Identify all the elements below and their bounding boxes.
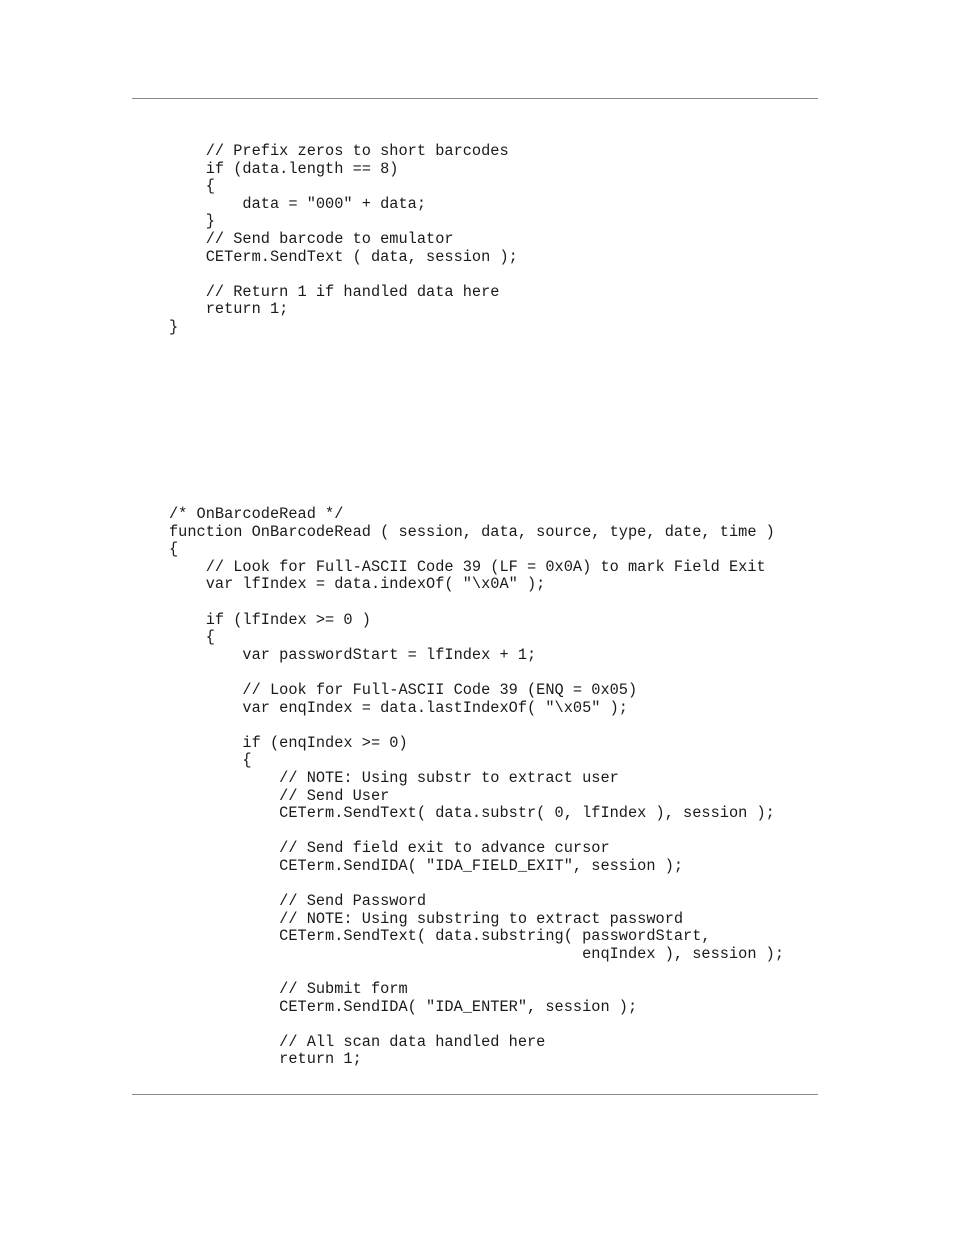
- code-line: var lfIndex = data.indexOf( "\x0A" );: [169, 575, 546, 594]
- code-line: // Send barcode to emulator: [169, 229, 454, 248]
- code-line: // Send field exit to advance cursor: [169, 839, 610, 858]
- code-line: CETerm.SendIDA( "IDA_FIELD_EXIT", session );: [169, 856, 684, 875]
- header-rule: [132, 98, 818, 99]
- code-line: data = "000" + data;: [169, 194, 427, 213]
- code-line: if (enqIndex >= 0): [169, 733, 408, 752]
- code-line: function OnBarcodeRead ( session, data, source, type, date, time ): [169, 522, 775, 541]
- code-line: // NOTE: Using substr to extract user: [169, 768, 619, 787]
- code-line: // Prefix zeros to short barcodes: [169, 142, 509, 160]
- code-line: enqIndex ), session );: [169, 944, 785, 963]
- code-line: }: [169, 212, 215, 231]
- code-block-onbarcoderead: [169, 506, 784, 1069]
- code-line: }: [169, 317, 179, 336]
- code-line: {: [169, 628, 215, 647]
- code-line: if (lfIndex >= 0 ): [169, 610, 371, 629]
- code-line: [169, 594, 784, 612]
- code-line: // Return 1 if handled data here: [169, 282, 500, 301]
- code-line: [169, 1016, 784, 1034]
- code-line: // Send Password: [169, 892, 427, 911]
- code-line: CETerm.SendText( data.substr( 0, lfIndex ), session );: [169, 804, 775, 823]
- code-line: [169, 963, 784, 981]
- code-line: CETerm.SendText( data.substring( passwordStart,: [169, 927, 711, 946]
- code-line: CETerm.SendIDA( "IDA_ENTER", session );: [169, 997, 638, 1016]
- code-line: // Look for Full-ASCII Code 39 (ENQ = 0x05): [169, 680, 638, 699]
- code-line: // NOTE: Using substring to extract password: [169, 909, 684, 928]
- code-line: return 1;: [169, 1050, 362, 1069]
- code-line: return 1;: [169, 300, 289, 319]
- code-line: CETerm.SendText ( data, session );: [169, 247, 518, 266]
- footer-rule: [132, 1094, 818, 1095]
- code-line: // All scan data handled here: [169, 1032, 546, 1051]
- code-block-continuation: [169, 143, 518, 337]
- code-line: // Send User: [169, 786, 390, 805]
- code-line: [169, 875, 784, 893]
- code-line: [169, 266, 518, 284]
- code-line: // Look for Full-ASCII Code 39 (LF = 0x0A) to mark Field Exit: [169, 557, 766, 576]
- code-line: if (data.length == 8): [169, 159, 399, 178]
- code-line: [169, 717, 784, 735]
- code-line: // Submit form: [169, 980, 408, 999]
- code-line: /* OnBarcodeRead */: [169, 505, 344, 523]
- code-line: [169, 823, 784, 841]
- code-line: {: [169, 751, 252, 770]
- code-line: {: [169, 540, 179, 559]
- code-line: var enqIndex = data.lastIndexOf( "\x05" );: [169, 698, 628, 717]
- code-line: var passwordStart = lfIndex + 1;: [169, 645, 537, 664]
- code-line: {: [169, 177, 215, 196]
- code-line: [169, 664, 784, 682]
